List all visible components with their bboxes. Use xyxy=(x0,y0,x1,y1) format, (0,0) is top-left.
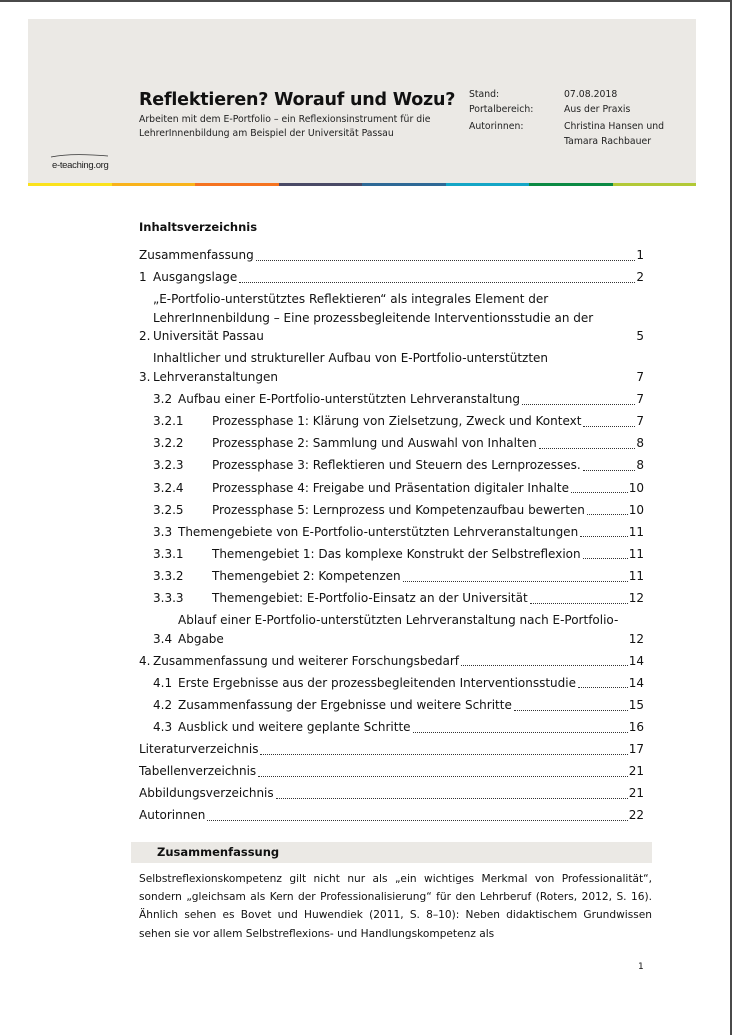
toc-number: 3.2 xyxy=(153,392,173,407)
toc-page: 7 xyxy=(636,392,644,407)
toc-title: Prozessphase 2: Sammlung und Auswahl von Inhalten xyxy=(212,436,537,451)
meta-value: Christina Hansen und Tamara Rachbauer xyxy=(564,121,665,147)
toc-entry[interactable] xyxy=(139,349,644,386)
toc-title: Themengebiet 1: Das komplexe Konstrukt der Selbstreflexion xyxy=(212,546,581,561)
table-of-contents xyxy=(139,246,644,829)
toc-title: Tabellenverzeichnis xyxy=(139,764,257,779)
toc-number: 1 xyxy=(139,270,147,285)
toc-entry[interactable] xyxy=(139,589,644,608)
toc-leader xyxy=(530,601,628,604)
stripe-segment xyxy=(279,183,363,186)
toc-entry[interactable] xyxy=(139,696,644,715)
meta-value: Aus der Praxis xyxy=(564,104,631,115)
stripe-segment xyxy=(446,183,530,186)
toc-number: 3.3.3 xyxy=(153,591,184,605)
toc-number: 3.2.3 xyxy=(153,458,184,473)
toc-leader xyxy=(583,556,628,559)
toc-page: 12 xyxy=(628,591,644,605)
toc-leader xyxy=(514,708,628,711)
toc-leader xyxy=(578,685,628,688)
toc-title: Zusammenfassung xyxy=(139,248,254,262)
stripe-segment xyxy=(195,183,279,186)
toc-heading: Inhaltsverzeichnis xyxy=(139,220,258,234)
toc-page: 17 xyxy=(628,742,644,757)
toc-title: Inhaltlicher und struktureller Aufbau von E-Portfolio-unterstützten Lehrveranstaltungen xyxy=(153,351,549,385)
toc-number: 4.2 xyxy=(153,697,173,712)
toc-title: Prozessphase 1: Klärung von Zielsetzung, Zweck und Kontext xyxy=(212,414,582,429)
toc-entry[interactable] xyxy=(139,479,644,498)
toc-title: Themengebiet 2: Kompetenzen xyxy=(212,568,401,583)
meta-row-autorinnen xyxy=(469,119,684,149)
toc-page: 8 xyxy=(636,458,644,473)
toc-entry[interactable] xyxy=(139,434,644,453)
toc-number: 3. xyxy=(139,370,151,385)
toc-title: „E-Portfolio-unterstütztes Reflektieren“ als integrales Element der LehrerInnenbildung – Eine prozessbegleitende Interventionsstudie an der Universität Passau xyxy=(153,292,594,344)
toc-entry[interactable] xyxy=(139,762,644,781)
toc-entry[interactable] xyxy=(139,784,644,803)
page-number: 1 xyxy=(638,962,644,972)
toc-page: 8 xyxy=(636,436,644,451)
toc-page: 14 xyxy=(628,675,644,690)
stripe-segment xyxy=(362,183,446,186)
meta-row-portalbereich xyxy=(469,102,684,117)
toc-entry[interactable] xyxy=(139,412,644,431)
stripe-segment xyxy=(112,183,196,186)
toc-entry[interactable] xyxy=(139,501,644,520)
toc-number: 3.4 xyxy=(153,631,173,646)
toc-page: 11 xyxy=(628,546,644,561)
toc-entry[interactable] xyxy=(139,268,644,287)
toc-number: 4. xyxy=(139,653,151,668)
toc-title: Erste Ergebnisse aus der prozessbegleitenden Interventionsstudie xyxy=(178,675,576,690)
meta-label: Stand: xyxy=(469,89,500,100)
toc-page: 21 xyxy=(628,786,644,801)
toc-page: 16 xyxy=(628,720,644,735)
logo-swoosh-icon xyxy=(50,152,110,160)
toc-page: 14 xyxy=(628,653,644,668)
document-meta xyxy=(469,87,684,149)
document-title: Reflektieren? Worauf und Wozu? xyxy=(139,90,456,110)
meta-row-stand xyxy=(469,87,684,102)
toc-leader xyxy=(239,280,635,283)
toc-page: 12 xyxy=(628,631,644,646)
toc-leader xyxy=(260,752,627,755)
toc-leader xyxy=(207,818,627,821)
toc-leader xyxy=(258,774,628,777)
toc-number: 3.3 xyxy=(153,524,173,539)
page-border-top xyxy=(0,0,732,2)
summary-paragraph: Selbstreflexionskompetenz gilt nicht nur als „ein wichtiges Merkmal von Professionalität“, sondern „gleichsam als Kern der Professionalisierung“ für den Lehrberuf (Roters, 2012, S. 16). Ähnlich sehen es Bovet und Huwendiek (2011, S. 8–10): Neben didaktischem Grundwissen sehen sie vor allem Selbstreflexions- und Handlungskompetenz als xyxy=(139,873,652,940)
stripe-segment xyxy=(28,183,112,186)
document-subtitle: Arbeiten mit dem E-Portfolio – ein Reflexionsinstrument für die LehrerInnenbildung am Beispiel der Universität Passau xyxy=(139,114,431,139)
toc-number: 3.2.5 xyxy=(153,502,184,517)
toc-number: 3.2.2 xyxy=(153,436,184,451)
toc-number: 3.3.2 xyxy=(153,568,184,583)
toc-entry[interactable] xyxy=(139,390,644,409)
logo-text: e-teaching.org xyxy=(52,160,109,171)
toc-page: 11 xyxy=(628,524,644,539)
toc-title: Ausgangslage xyxy=(153,270,238,285)
toc-number: 4.1 xyxy=(153,675,173,690)
toc-page: 11 xyxy=(628,568,644,583)
color-stripe xyxy=(28,183,696,186)
toc-leader xyxy=(580,534,628,537)
toc-entry[interactable] xyxy=(139,611,644,648)
toc-leader xyxy=(583,468,636,471)
toc-leader xyxy=(256,258,636,261)
toc-leader xyxy=(413,730,628,733)
toc-page: 21 xyxy=(628,764,644,779)
toc-entry[interactable] xyxy=(139,545,644,564)
toc-page: 10 xyxy=(628,502,644,517)
toc-entry[interactable] xyxy=(139,523,644,542)
toc-leader xyxy=(539,446,636,449)
toc-entry[interactable] xyxy=(139,652,644,671)
toc-page: 1 xyxy=(636,248,644,262)
toc-title: Abbildungsverzeichnis xyxy=(139,786,274,801)
toc-entry[interactable] xyxy=(139,718,644,737)
toc-title: Prozessphase 3: Reflektieren und Steuern des Lernprozesses. xyxy=(212,458,581,473)
toc-number: 2. xyxy=(139,329,151,344)
toc-title: Literaturverzeichnis xyxy=(139,742,259,757)
summary-heading: Zusammenfassung xyxy=(157,845,280,859)
toc-leader xyxy=(583,424,635,427)
toc-page: 7 xyxy=(636,414,644,429)
toc-leader xyxy=(571,490,628,493)
toc-leader xyxy=(587,512,628,515)
toc-title: Autorinnen xyxy=(139,808,206,823)
toc-title: Prozessphase 4: Freigabe und Präsentation digitaler Inhalte xyxy=(212,480,569,495)
toc-title: Aufbau einer E-Portfolio-unterstützten Lehrveranstaltung xyxy=(178,392,520,407)
toc-title: Prozessphase 5: Lernprozess und Kompetenzaufbau bewerten xyxy=(212,502,585,517)
toc-title: Themengebiet: E-Portfolio-Einsatz an der Universität xyxy=(212,591,528,605)
meta-value: 07.08.2018 xyxy=(564,89,618,100)
stripe-segment xyxy=(529,183,613,186)
toc-page: 22 xyxy=(628,808,644,823)
toc-title: Themengebiete von E-Portfolio-unterstützten Lehrveranstaltungen xyxy=(178,524,579,539)
toc-number: 3.3.1 xyxy=(153,546,184,561)
toc-title: Ausblick und weitere geplante Schritte xyxy=(178,720,411,735)
e-teaching-logo xyxy=(50,152,110,171)
toc-entry[interactable] xyxy=(139,290,644,346)
toc-page: 15 xyxy=(628,697,644,712)
toc-leader xyxy=(461,663,628,666)
toc-leader xyxy=(403,579,628,582)
toc-number: 3.2.4 xyxy=(153,480,184,495)
toc-number: 4.3 xyxy=(153,720,173,735)
toc-entry[interactable] xyxy=(139,674,644,693)
toc-title: Ablauf einer E-Portfolio-unterstützten Lehrveranstaltung nach E-Portfolio-Abgabe xyxy=(178,613,619,646)
toc-number: 3.2.1 xyxy=(153,414,184,429)
toc-entry[interactable] xyxy=(139,246,644,265)
toc-page: 10 xyxy=(628,480,644,495)
toc-entry[interactable] xyxy=(139,456,644,475)
toc-entry[interactable] xyxy=(139,740,644,759)
toc-leader xyxy=(522,402,635,405)
toc-title: Zusammenfassung und weiterer Forschungsbedarf xyxy=(153,653,459,668)
meta-label: Portalbereich: xyxy=(469,104,534,115)
toc-leader xyxy=(276,796,628,799)
meta-label: Autorinnen: xyxy=(469,121,524,132)
toc-page: 2 xyxy=(636,270,644,285)
toc-entry[interactable] xyxy=(139,806,644,825)
toc-page: 5 xyxy=(636,329,644,344)
toc-entry[interactable] xyxy=(139,567,644,586)
toc-title: Zusammenfassung der Ergebnisse und weitere Schritte xyxy=(178,697,512,712)
stripe-segment xyxy=(613,183,697,186)
toc-page: 7 xyxy=(636,370,644,385)
